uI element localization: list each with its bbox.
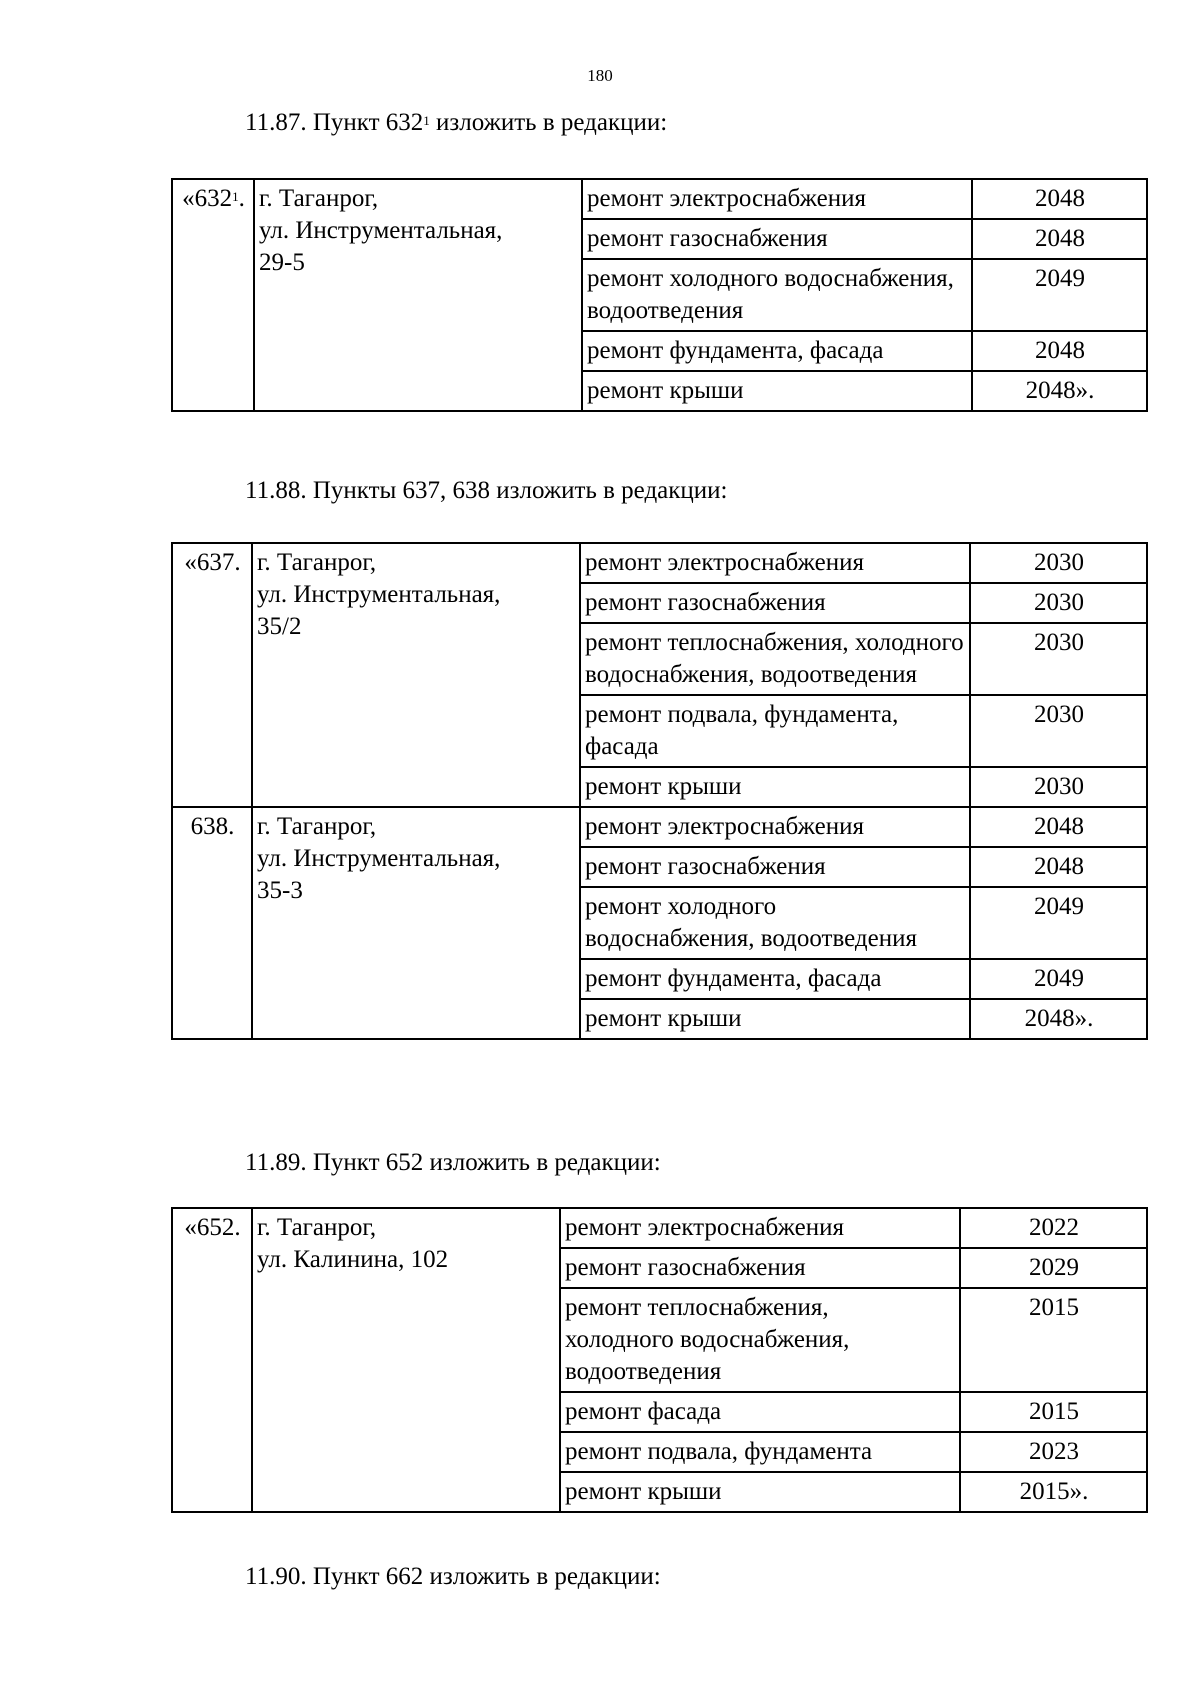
table-row (172, 179, 1147, 219)
table-row (172, 1208, 1147, 1248)
table-row (172, 543, 1147, 583)
work-year: 2048 (972, 219, 1147, 259)
work-type: ремонт газоснабжения (580, 847, 970, 887)
work-year: 2048». (970, 999, 1147, 1039)
work-type: ремонт крыши (582, 371, 972, 411)
work-type: ремонт теплоснабжения, холодного водоснабжения, водоотведения (560, 1288, 960, 1392)
work-year: 2022 (960, 1208, 1147, 1248)
amendment-table (171, 178, 1148, 412)
work-type: ремонт подвала, фундамента (560, 1432, 960, 1472)
section-heading: 11.89. Пункт 652 изложить в редакции: (245, 1149, 661, 1176)
item-number: «652. (172, 1208, 252, 1512)
work-type: ремонт теплоснабжения, холодного водоснабжения, водоотведения (580, 623, 970, 695)
address-cell: г. Таганрог, ул. Инструментальная, 29-5 (254, 179, 582, 411)
amendment-table (171, 1207, 1148, 1513)
work-type: ремонт газоснабжения (560, 1248, 960, 1288)
work-year: 2030 (970, 623, 1147, 695)
work-type: ремонт электроснабжения (560, 1208, 960, 1248)
work-year: 2048 (970, 807, 1147, 847)
work-type: ремонт газоснабжения (580, 583, 970, 623)
work-type: ремонт крыши (580, 999, 970, 1039)
work-type: ремонт подвала, фундамента, фасада (580, 695, 970, 767)
item-number: «637. (172, 543, 252, 807)
work-type: ремонт холодного водоснабжения, водоотведения (582, 259, 972, 331)
work-type: ремонт крыши (580, 767, 970, 807)
work-type: ремонт электроснабжения (580, 807, 970, 847)
work-year: 2030 (970, 583, 1147, 623)
work-type: ремонт газоснабжения (582, 219, 972, 259)
work-year: 2030 (970, 543, 1147, 583)
work-year: 2048 (970, 847, 1147, 887)
work-type: ремонт электроснабжения (582, 179, 972, 219)
work-year: 2023 (960, 1432, 1147, 1472)
address-cell: г. Таганрог, ул. Инструментальная, 35-3 (252, 807, 580, 1039)
work-year: 2015 (960, 1288, 1147, 1392)
work-type: ремонт фасада (560, 1392, 960, 1432)
address-cell: г. Таганрог, ул. Калинина, 102 (252, 1208, 560, 1512)
item-number: 638. (172, 807, 252, 1039)
page-number: 180 (587, 66, 613, 85)
work-year: 2049 (970, 887, 1147, 959)
work-year: 2049 (970, 959, 1147, 999)
work-type: ремонт холодного водоснабжения, водоотведения (580, 887, 970, 959)
work-year: 2048». (972, 371, 1147, 411)
section-heading: 11.88. Пункты 637, 638 изложить в редакции: (245, 477, 728, 504)
work-year: 2030 (970, 695, 1147, 767)
work-type: ремонт крыши (560, 1472, 960, 1512)
work-year: 2048 (972, 331, 1147, 371)
work-type: ремонт фундамента, фасада (580, 959, 970, 999)
work-type: ремонт электроснабжения (580, 543, 970, 583)
work-type: ремонт фундамента, фасада (582, 331, 972, 371)
table-row (172, 807, 1147, 847)
work-year: 2015». (960, 1472, 1147, 1512)
work-year: 2030 (970, 767, 1147, 807)
amendment-table (171, 542, 1148, 1040)
work-year: 2049 (972, 259, 1147, 331)
section-heading: 11.87. Пункт $632^1$ изложить в редакции: (245, 109, 668, 136)
work-year: 2048 (972, 179, 1147, 219)
section-heading: 11.90. Пункт 662 изложить в редакции: (245, 1563, 661, 1590)
work-year: 2015 (960, 1392, 1147, 1432)
work-year: 2029 (960, 1248, 1147, 1288)
address-cell: г. Таганрог, ул. Инструментальная, 35/2 (252, 543, 580, 807)
item-number: «$632^1$. (172, 179, 254, 411)
